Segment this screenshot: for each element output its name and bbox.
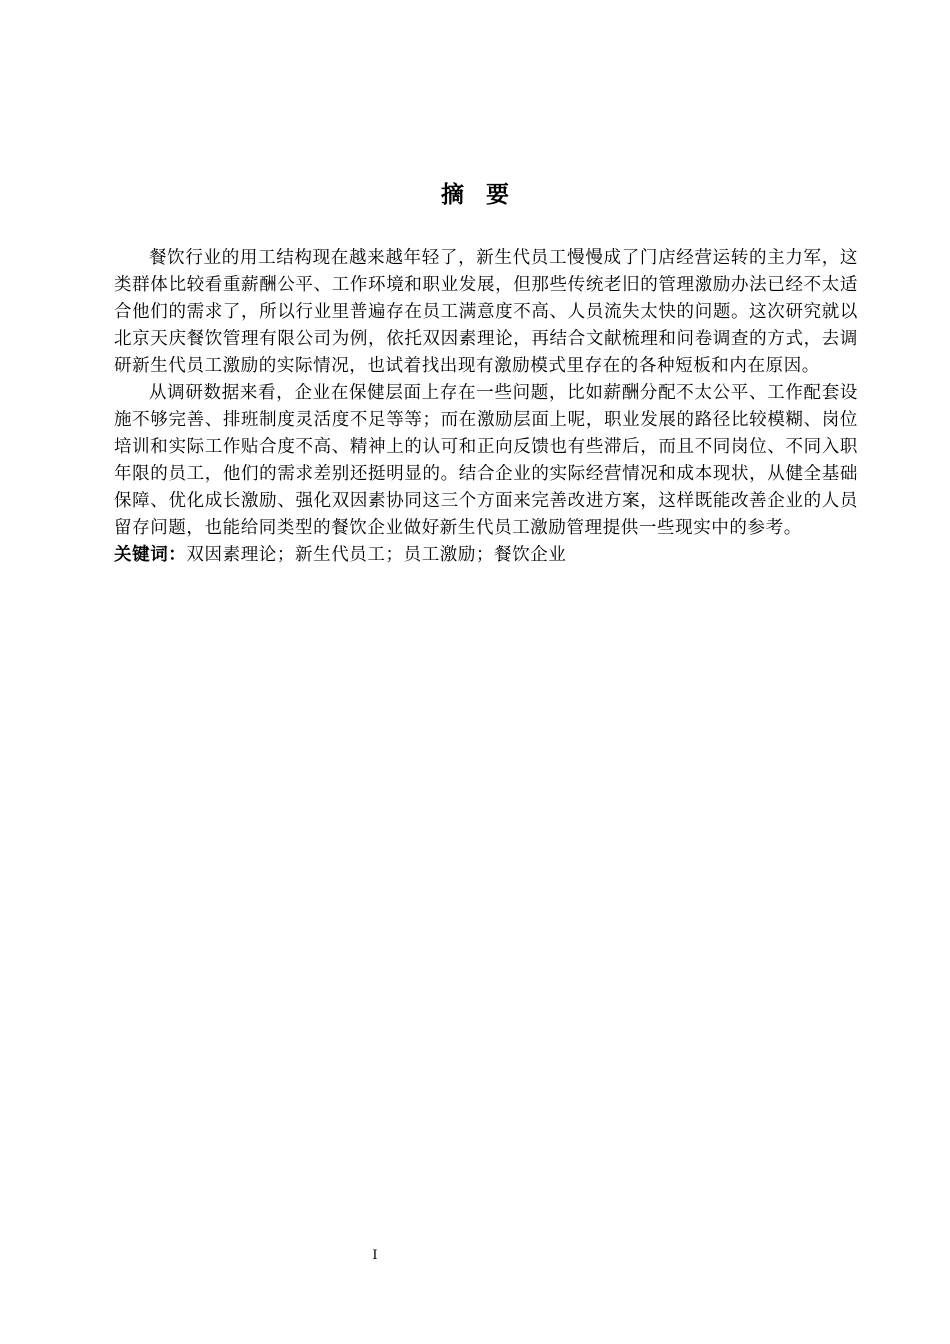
keywords-label: 关键词： bbox=[114, 545, 187, 565]
page-number: I bbox=[372, 1248, 378, 1263]
abstract-paragraph-1: 餐饮行业的用工结构现在越来越年轻了，新生代员工慢慢成了门店经营运转的主力军，这类群体比较看重薪酬公平、工作环境和职业发展，但那些传统老旧的管理激励办法已经不太适合他们的需求了，所以行业里普遍存在员工满意度不高、人员流失太快的问题。这次研究就以北京天庆餐饮管理有限公司为例，依托双因素理论，再结合文献梳理和问卷调查的方式，去调研新生代员工激励的实际情况，也试着找出现有激励模式里存在的各种短板和内在原因。 bbox=[114, 248, 858, 376]
abstract-paragraph-2: 从调研数据来看，企业在保健层面上存在一些问题，比如薪酬分配不太公平、工作配套设施不够完善、排班制度灵活度不足等等；而在激励层面上呢，职业发展的路径比较模糊、岗位培训和实际工作贴合度不高、精神上的认可和正向反馈也有些滞后，而且不同岗位、不同入职年限的员工，他们的需求差别还挺明显的。结合企业的实际经营情况和成本现状，从健全基础保障、优化成长激励、强化双因素协同这三个方面来完善改进方案，这样既能改善企业的人员留存问题，也能给同类型的餐饮企业做好新生代员工激励管理提供一些现实中的参考。 bbox=[114, 383, 858, 538]
keywords-text: 双因素理论；新生代员工；员工激励；餐饮企业 bbox=[186, 545, 567, 565]
page-title: 摘要 bbox=[441, 182, 531, 208]
abstract-body bbox=[114, 245, 858, 569]
keywords-line bbox=[114, 542, 858, 569]
